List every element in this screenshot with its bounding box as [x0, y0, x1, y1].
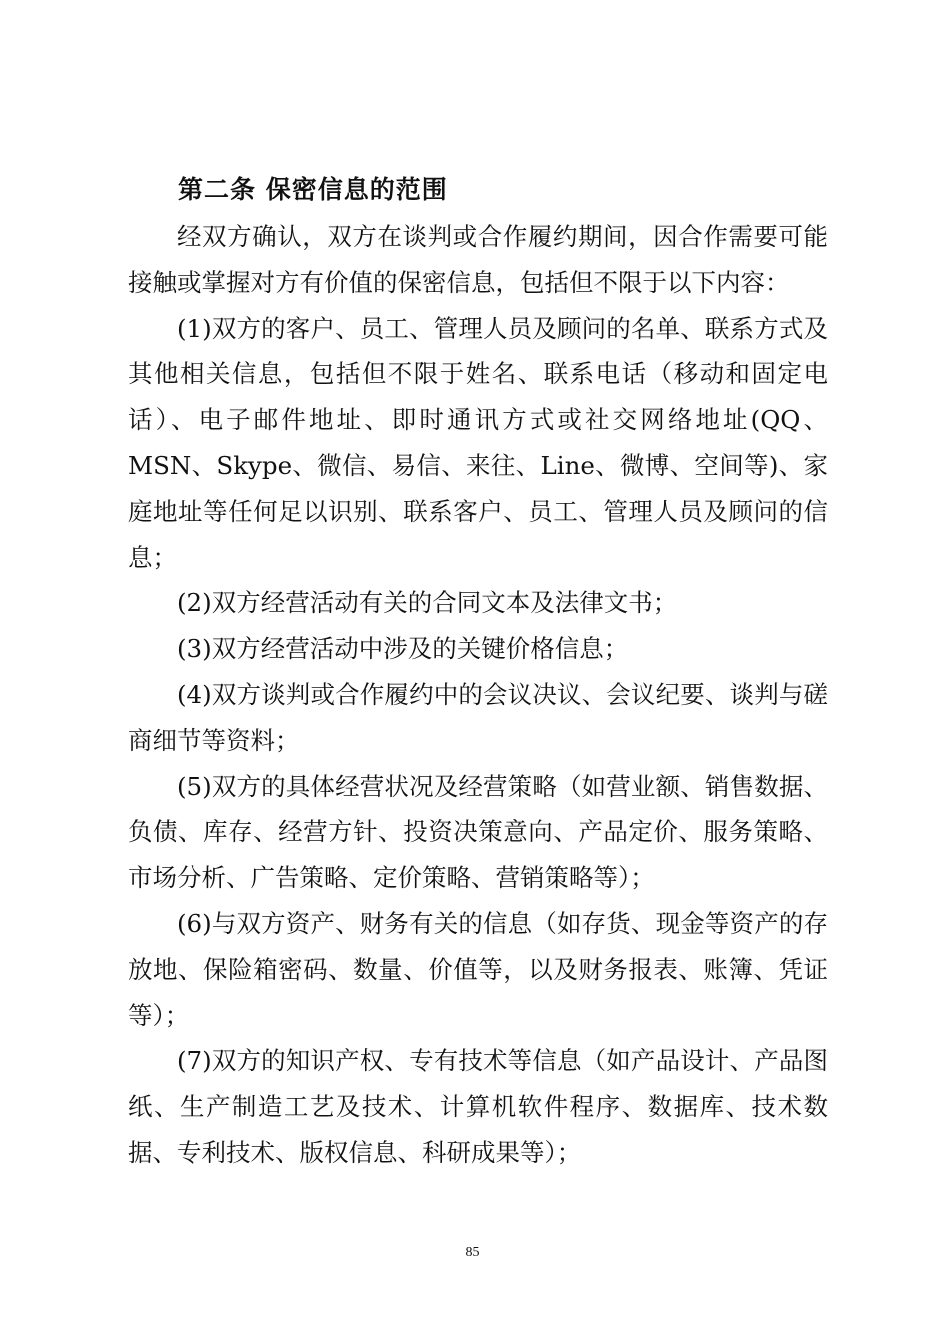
- paragraph-item-4: (4)双方谈判或合作履约中的会议决议、会议纪要、谈判与磋商细节等资料；: [128, 679, 828, 755]
- page-number: 85: [465, 1245, 480, 1260]
- section-heading: 第二条 保密信息的范围: [178, 175, 448, 204]
- paragraph-intro: 经双方确认，双方在谈判或合作履约期间，因合作需要可能接触或掌握对方有价值的保密信息，包括但不限于以下内容：: [128, 222, 828, 297]
- paragraph-item-2: (2)双方经营活动有关的合同文本及法律文书；: [177, 588, 678, 618]
- paragraph-item-3: (3)双方经营活动中涉及的关键价格信息；: [177, 634, 629, 664]
- paragraph-item-1: (1)双方的客户、员工、管理人员及顾问的名单、联系方式及其他相关信息，包括但不限于姓名、联系电话（移动和固定电话）、电子邮件地址、即时通讯方式或社交网络地址(QQ、MSN、Skype、微信、易信、来往、Line、微博、空间等)、家庭地址等任何足以识别、联系客户、员工、管理人员及顾问的信息；: [128, 313, 828, 572]
- paragraph-item-6: (6)与双方资产、财务有关的信息（如存货、现金等资产的存放地、保险箱密码、数量、价值等，以及财务报表、账簿、凭证等）；: [128, 908, 828, 1030]
- section-body: [128, 214, 828, 1176]
- paragraph-item-5: (5)双方的具体经营状况及经营策略（如营业额、销售数据、负债、库存、经营方针、投资决策意向、产品定价、服务策略、市场分析、广告策略、定价策略、营销策略等）；: [128, 771, 828, 893]
- paragraph-item-7: (7)双方的知识产权、专有技术等信息（如产品设计、产品图纸、生产制造工艺及技术、计算机软件程序、数据库、技术数据、专利技术、版权信息、科研成果等）；: [128, 1046, 828, 1167]
